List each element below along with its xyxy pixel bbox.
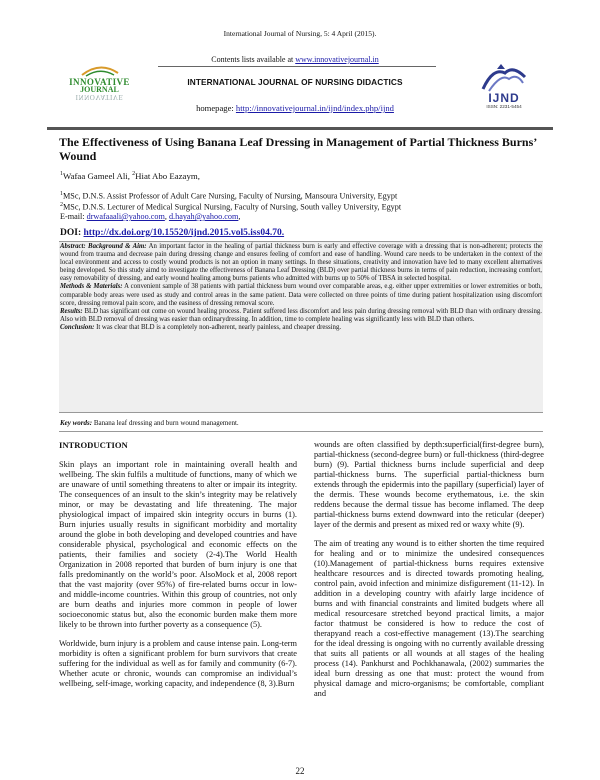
- innovative-journal-logo: [52, 65, 147, 115]
- abstract-methods-text: A convenient sample of 38 patients with partial thickness burn wound over comparable areas, e.g. either upper extremities or lower extremities or both, comparable body areas were used as study and control areas in the same patient. Data were collected on three points of time during patient hospitalization using discomfort score, dressing removal pain score, and the easiness of dressing removal score.: [60, 283, 542, 307]
- aff1-text: MSc, D.N.S. Assist Professor of Adult Care Nursing, Faculty of Nursing, Mansoura University, Egypt: [63, 191, 398, 201]
- doi-label: DOI:: [60, 228, 82, 238]
- abstract-conclusion-label: Conclusion:: [60, 323, 95, 331]
- journal-title: INTERNATIONAL JOURNAL OF NURSING DIDACTICS: [187, 77, 403, 87]
- abstract-results-para: [60, 308, 542, 324]
- right-column: [314, 440, 544, 708]
- abstract-background-label: Abstract: Background & Aim:: [60, 243, 147, 250]
- homepage-line: [150, 103, 440, 113]
- ijnd-logo-text: IJND: [488, 91, 520, 105]
- issn-label: ISSN: 2231-5454: [486, 104, 522, 109]
- aff2-text: MSc, D.N.S. Lecturer of Medical Surgical Nursing, Faculty of Nursing, South valley University, Egypt: [63, 202, 402, 212]
- abstract-background-para: [60, 243, 542, 283]
- logo-left-reflection: INNOVATIVE: [75, 93, 124, 101]
- abstract-results-label: Results:: [60, 307, 83, 315]
- abstract: [60, 243, 542, 332]
- header-rule: [158, 66, 436, 67]
- aff1-superscript: 1: [60, 191, 63, 197]
- email-label: E-mail:: [60, 212, 85, 221]
- contents-link[interactable]: www.innovativejournal.in: [295, 55, 379, 64]
- page-number: 22: [295, 766, 305, 776]
- ijnd-logo: [468, 63, 540, 123]
- contents-prefix: Contents lists available at: [211, 55, 294, 64]
- abstract-methods-para: [60, 283, 542, 307]
- contents-line: [150, 55, 440, 64]
- aff2-superscript: 2: [60, 202, 63, 208]
- keywords-text: Banana leaf dressing and burn wound management.: [93, 419, 239, 427]
- logo-left-line1: INNOVATIVE: [69, 77, 130, 87]
- keywords-rule: [59, 431, 543, 432]
- keywords-line: [60, 419, 239, 427]
- abstract-results-text: BLD has significant out come on wound healing process. Patient suffered less discomfort and less pain during dressing removal with BLD than with ordinary dressing. Also with BLD removal of dressing was easier than ordinarydressing. In addition, time to complete healing was significantly less with BLD than others.: [60, 307, 542, 323]
- abstract-methods-label: Methods & Materials:: [60, 283, 123, 291]
- doi-line: [60, 228, 284, 238]
- left-paragraph-2: Worldwide, burn injury is a problem and cause intense pain. Long-term morbidity is often a significant problem for burn survivors that create suffering for the individual as well as for family and community (6-7). Whether acute or chronic, wounds can compromise an individual’s wellbeing, self-image, working capacity, and independence (8, 3).Burn: [59, 639, 297, 688]
- author1-superscript: 1: [60, 171, 63, 178]
- email-link-2[interactable]: d.hayah@yahoo.com: [168, 212, 239, 221]
- abstract-conclusion-para: [60, 324, 542, 332]
- ijnd-emblem-icon: [479, 63, 529, 93]
- right-paragraph-1: wounds are often classified by depth:superficial(first-degree burn), partial-thickness (second-degree burn) or full-thickness (third-degree burn) (9). Partial thickness burns include superficial and deep partial-thickness burns. The superficial partial-thickness burn extends through the epidermis into the papillary (superficial) layer of the dermis. These wounds become erythematous, i.e. the skin reddens because the dermal tissue has become inflamed. The deep partial-thickness burns extend downward into the reticular (deeper) layer of the dermis and present as mixed red or waxy white (9).: [314, 440, 544, 529]
- abstract-background-text: An important factor in the healing of partial thickness burn is early and effective coverage with a dressing that is non-adherent; protects the wound from trauma and decrease pain during dressing change and ensures feeling of comfort and ease of handling. Wound care needs to be undertaken in the context of the local environment and access to costly wound products is not an option in many settings. In these situations, creativity and innovation have led to many excellent alternatives being developed. So this study aimd to investigate the effectiveness of Banana Leaf Dressing (BLD) over partial thickness burns in terms of pain reduction, increasing comfort, easy removability of dressing, and early wound healing among burns patients who admitted with burns up to 50% of TBSA in selected hospital.: [60, 243, 543, 283]
- keywords-label: Key words:: [60, 419, 93, 427]
- logo-left-line2: JOURNAL: [80, 85, 119, 94]
- author2-name: Hiat Abo Eazaym,: [135, 171, 200, 181]
- article-title: The Effectiveness of Using Banana Leaf Dressing in Management of Partial Thickness Burns’ Wound: [59, 135, 537, 163]
- intro-heading: INTRODUCTION: [59, 440, 128, 450]
- homepage-label: homepage:: [196, 103, 234, 113]
- left-column: [59, 440, 297, 698]
- affiliation-2: [60, 200, 401, 213]
- journal-citation: International Journal of Nursing, 5: 4 April (2015).: [223, 29, 377, 38]
- email-link-1[interactable]: drwafaaali@yahoo.com: [86, 212, 165, 221]
- abstract-conclusion-text: It was clear that BLD is a completely non-adherent, nearly painless, and cheaper dressing.: [96, 323, 342, 331]
- author2-superscript: 2: [132, 171, 136, 178]
- author1-name: Wafaa Gameel Ali,: [63, 171, 130, 181]
- right-paragraph-2: The aim of treating any wound is to either shorten the time required for healing and or to minimize the undesired consequences (10).Management of partial-thickness burns requires extensive healthcare resources and is directed towards promoting healing, control pain, avoid infection and minimize disfigurement (11-12). In addition in a developing country with afairly large incidence of burns and with financial constraints and limited budgets where all medical resourcesare stretched beyond practical limits, a major factor thatmust be considered is how to reduce the cost of therapyand reach a cost-effective management (13).The searching for the ideal dressing is ongoing with no currently available dressing that suits all patients or all wounds at all stages of the healing process (14). Pankhurst and Pochkhanawala, (2002) summaries the ideal burn dressing as one that must: protect the wound from physical damage and micro-organisms; be comfortable, compliant and: [314, 539, 544, 698]
- left-paragraph-1: Skin plays an important role in maintaining overall health and wellbeing. The skin fulfils a multitude of functions, many of which we are unaware of until something threatens to alter or impair its integrity. The consequences of an insult to the skin’s integrity may be relatively minor, or may be devastating and life threatening. The major physiological impact of impaired skin integrity occurs in burns (1). Burn injuries usually results in significant morbidity and mortality around the globe in both developing and developed countries and have considerable physical, psychological and economic effects on the patients, their families and society (2-4).The World Health Organization in 2008 reported that burden of burn injury is one that falls predominantly on the world’s poor. AlsoMock et al, 2008 report that the vast majority (over 95%) of fire-related burns occur in low- and middle-income countries. Within this group of countries, not only are burn deaths and injuries more common in people of lower socioeconomic status but, also the economic burden make them more likely to be thrown into further poverty as a consequence (5).: [59, 460, 297, 629]
- doi-link[interactable]: http://dx.doi.org/10.15520/ijnd.2015.vol5.iss04.70.: [83, 228, 285, 238]
- homepage-link[interactable]: http://innovativejournal.in/ijnd/index.php/ijnd: [235, 103, 394, 113]
- logo-swoosh-icon: [80, 65, 120, 77]
- author-line: [60, 171, 200, 181]
- header-separator: [47, 127, 553, 130]
- email-line: E-mail: drwafaaali@yahoo.com, d.hayah@yahoo.com,: [60, 212, 241, 221]
